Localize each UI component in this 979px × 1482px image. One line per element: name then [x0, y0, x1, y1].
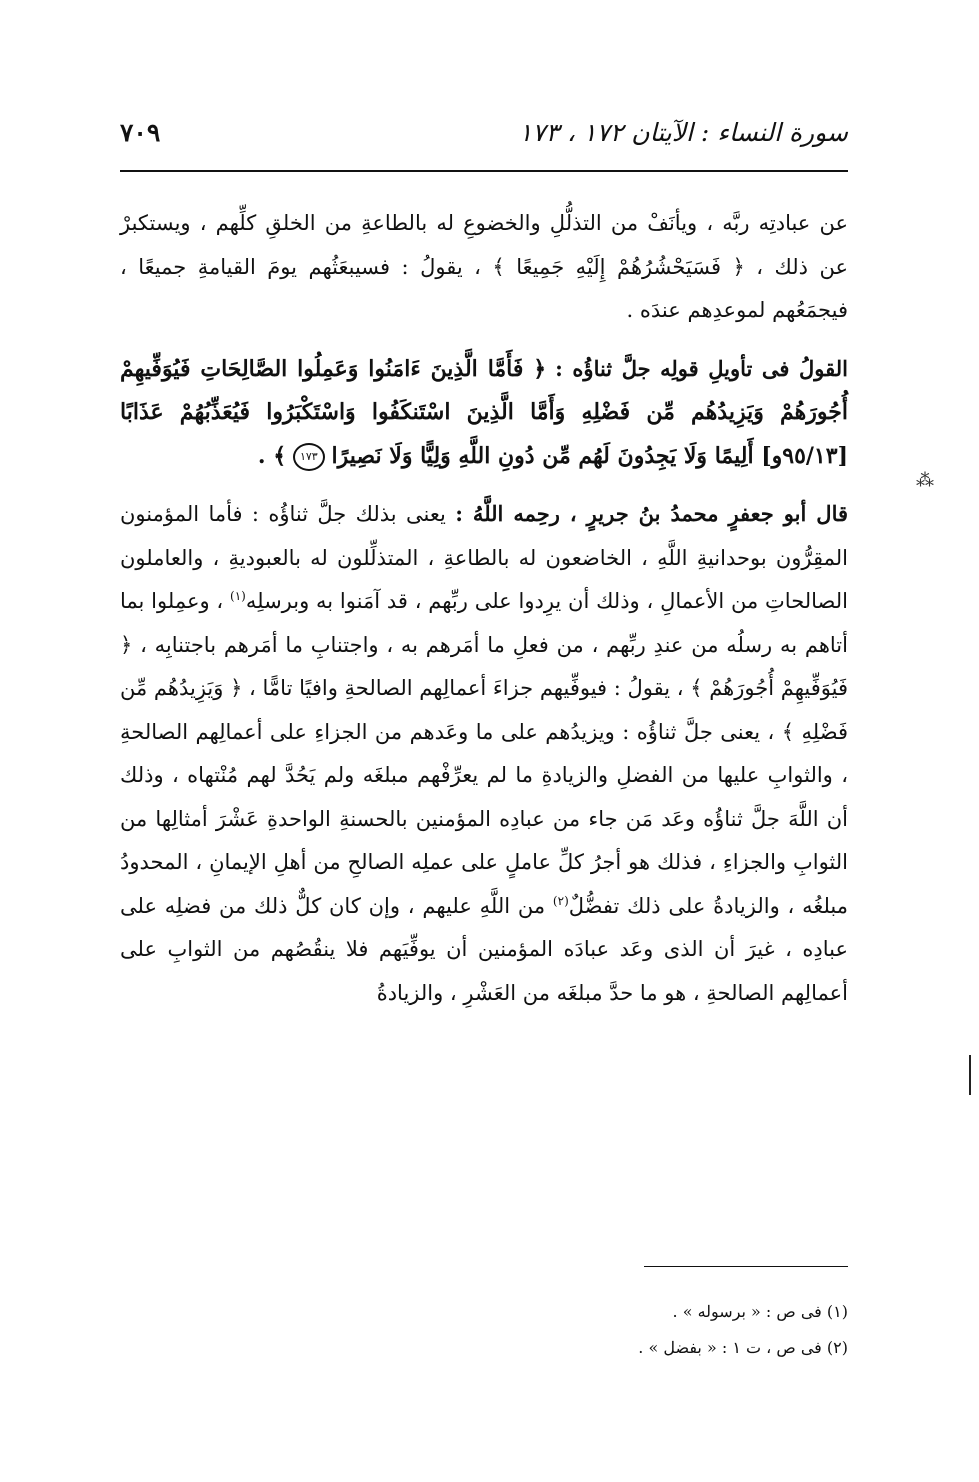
paragraph-2 — [120, 347, 848, 479]
footnote-rule — [644, 1266, 848, 1267]
ayah-number-icon: ١٧٣ — [293, 443, 325, 471]
author-attribution: قال أبو جعفرٍ محمدُ بنُ جريرٍ ، رحِمه اللَّهُ : — [455, 501, 849, 526]
paragraph-3-text-b: ، وعمِلوا بما أتاهم به رسلُه من عندِ ربِّهم ، من فعلِ ما أمَرهم به ، واجتنابِ ما أمَرهم باجتنابِه ، ﴿ فَيُوَفِّيهِمْ أُجُورَهُمْ ﴾ ، يقولُ : فيوفِّيهم جزاءَ أعمالِهم الصالحةِ وافيًا تامًّا ، ﴿ وَيَزِيدُهُم مِّن فَضْلِهِ ﴾ ، يعنى جلَّ ثناؤُه : ويزيدُهم على ما وعَدهم من الجزاءِ على أعمالِهم الصالحةِ ، والثوابِ عليها من الفضلِ والزيادةِ ما لم يعرِّفْهم مبلغَه ولم يَحُدَّ لهم مُنْتهاه ، وذلك أن اللَّهَ جلَّ ثناؤُه وعَد مَن جاء من عبادِه المؤمنين بالحسنةِ الواحدةِ عَشْرَ أمثالِها من الثوابِ والجزاءِ ، فذلك هو أجرُ كلِّ عاملٍ على عملِه الصالحِ من أهلِ الإيمانِ ، المحدودُ مبلغُه ، والزيادةُ على ذلك تفضُّلٌ — [120, 589, 848, 918]
paragraph-3 — [120, 492, 848, 1015]
footnotes — [120, 1294, 848, 1366]
paragraph-2-heading: القولُ فى تأويلِ قولِه جلَّ ثناؤُه : — [555, 355, 848, 381]
main-text — [120, 202, 848, 1015]
footnote-ref-1: (١) — [230, 589, 246, 603]
paragraph-1-text: عن عبادتِه ربَّه ، ويأنَفْ من التذلُّلِ والخضوعِ له بالطاعةِ من الخلقِ كلِّهم ، ويستكبرْ عن ذلك ، ﴿ فَسَيَحْشُرُهُمْ إِلَيْهِ جَمِيعًا ﴾ ، يقولُ : فسيبعَثُهم يومَ القيامةِ جميعًا ، فيجمَعُهم لموعدِهم عندَه . — [120, 211, 848, 322]
page-header — [120, 118, 848, 158]
footnote-2: (٢) فى ص ، ت ١ : « بفضل » . — [638, 1338, 848, 1357]
paragraph-1 — [120, 202, 848, 333]
paragraph-3-text-a: يعنى بذلك جلَّ ثناؤُه : فأما المؤمنون المقِرُّون بوحدانيةِ اللَّهِ ، الخاضعون له بالطاعةِ ، المتذلِّلون له بالعبوديةِ ، والعاملون الصالحاتِ من الأعمالِ ، وذلك أن يرِدوا على ربِّهم ، قد آمَنوا به وبرسلِه — [120, 502, 848, 613]
quran-verse-end: ﴾ . — [257, 442, 287, 469]
footnote-1: (١) فى ص : « برسوله » . — [672, 1302, 848, 1321]
quran-verse: ﴿ فَأَمَّا الَّذِينَ ءَامَنُوا وَعَمِلُوا الصَّالِحَاتِ فَيُوَفِّيهِمْ أُجُورَهُمْ وَيَزِيدُهُم مِّن فَضْلِهِ وَأَمَّا الَّذِينَ اسْتَنكَفُوا وَاسْتَكْبَرُوا فَيُعَذِّبُهُمْ عَذَابًا [٩٥/١٣و] أَلِيمًا وَلَا يَجِدُونَ لَهُم مِّن دُونِ اللَّهِ وَلِيًّا وَلَا نَصِيرًا — [120, 355, 848, 469]
header-rule — [120, 170, 848, 172]
margin-bar — [969, 1055, 971, 1095]
paragraph-3-text-c: من اللَّهِ عليهم ، وإن كان كلٌّ ذلك من فضلِه على عبادِه ، غيرَ أن الذى وعَد عبادَه المؤمنين أن يوفِّيَهم فلا ينقُصُهم من الثوابِ على أعمالِهم الصالحةِ ، هو ما حدَّ مبلغَه من العَشْرِ ، والزيادةُ — [120, 893, 848, 1005]
running-title: سورة النساء : الآيتان ١٧٢ ، ١٧٣ — [518, 118, 848, 147]
footnote-ref-2: (٢) — [552, 893, 569, 908]
page-number: ٧٠٩ — [120, 118, 161, 147]
margin-mark-icon: ⁂ — [916, 470, 934, 491]
